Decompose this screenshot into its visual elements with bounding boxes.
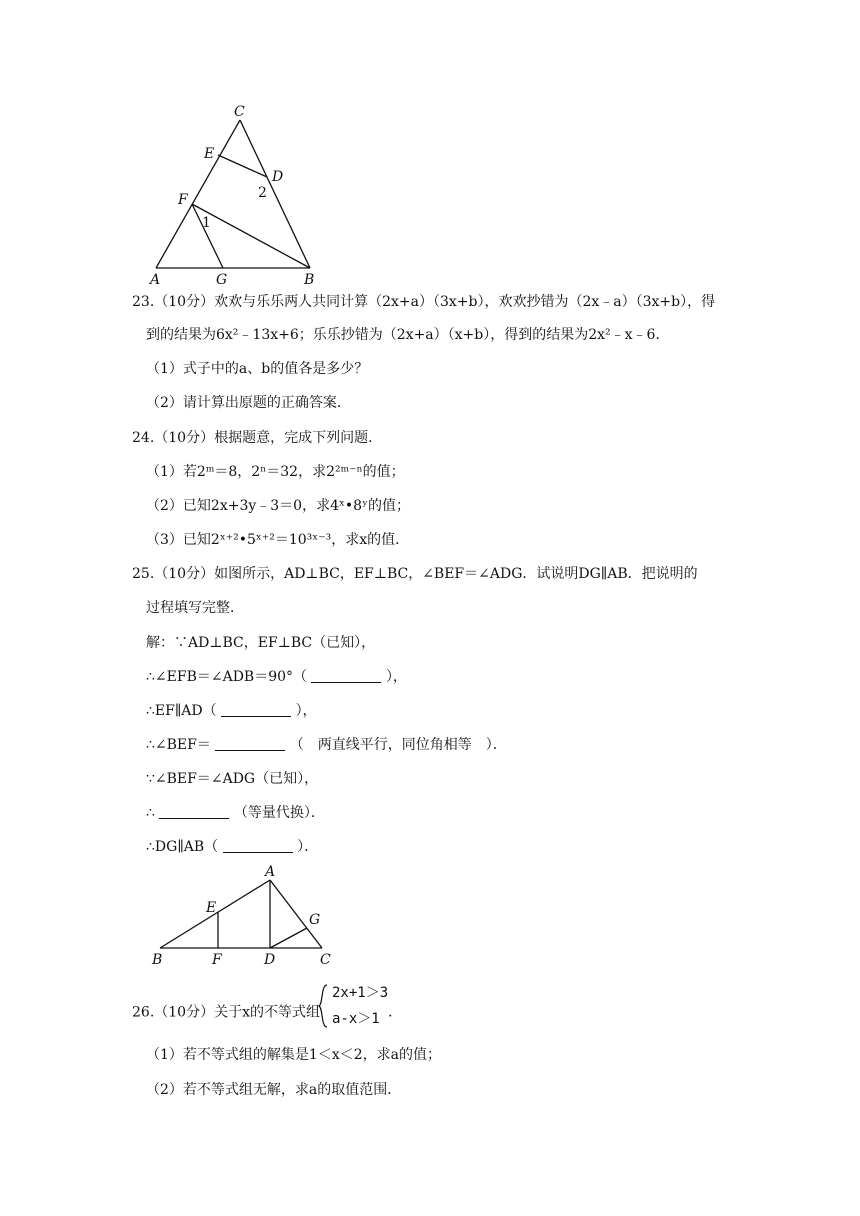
q25-step6-end: （等量代换）． (233, 805, 325, 821)
q25-step5: ∵∠BEF＝∠ADG（已知）， (146, 771, 319, 787)
q26-intro: 26.（10分）关于x的不等式组 (132, 1004, 320, 1021)
q26-sub1: （1）若不等式组的解集是1＜x＜2，求a的值； (146, 1047, 441, 1063)
label-a: A (265, 864, 276, 880)
q24-line1: 24.（10分）根据题意，完成下列问题． (132, 430, 383, 446)
label-d: D (272, 169, 284, 185)
figure-triangle-abc-2 (140, 860, 350, 970)
q25-step3 (146, 701, 317, 721)
inequality-row-1: 2x+1＞3 (331, 985, 389, 1001)
q25-line2: 过程填写完整． (146, 600, 244, 616)
q24-sub3: （3）已知2ˣ⁺²•5ˣ⁺²＝10³ˣ⁻³，求x的值． (146, 532, 410, 548)
q25-step6 (146, 803, 325, 823)
inequality-system (320, 980, 388, 1045)
answer-blank-5[interactable] (223, 838, 293, 853)
q25-step2-text: ∴∠EFB＝∠ADB＝90°（ (146, 669, 308, 685)
segment-dg (270, 928, 307, 948)
label-b: B (304, 272, 315, 288)
label-angle-2: 2 (258, 185, 267, 201)
label-c: C (320, 952, 331, 968)
answer-blank-3[interactable] (215, 736, 285, 751)
answer-blank-2[interactable] (221, 702, 291, 717)
q25-step3-text: ∴EF∥AD（ (146, 703, 217, 719)
label-f: F (178, 192, 188, 208)
left-brace-icon (318, 984, 328, 1028)
label-e: E (204, 146, 215, 162)
q25-step6-text: ∴ (146, 805, 155, 821)
q23-line1: 23.（10分）欢欢与乐乐两人共同计算（2x+a）（3x+b），欢欢抄错为（2x﹣a）（3x+b），得 (132, 294, 716, 310)
answer-blank-4[interactable] (159, 804, 229, 819)
q25-step3-end: ）， (295, 703, 317, 719)
q25-step7-text: ∴DG∥AB（ (146, 839, 219, 855)
q25-line1: 25.（10分）如图所示，AD⊥BC，EF⊥BC，∠BEF＝∠ADG．试说明DG∥AB．把说明的 (132, 566, 698, 582)
label-b: B (152, 952, 163, 968)
label-d: D (264, 952, 276, 968)
q24-sub1: （1）若2ᵐ＝8，2ⁿ＝32，求2²ᵐ⁻ⁿ的值； (146, 464, 405, 480)
q23-sub1: （1）式子中的a、b的值各是多少？ (146, 361, 369, 377)
inequality-row-2: a-x＞1 (331, 1011, 380, 1027)
segment-ed (218, 155, 267, 177)
label-g: G (309, 912, 321, 928)
label-a: A (150, 272, 161, 288)
q24-sub2: （2）已知2x+3y﹣3＝0，求4ˣ•8ʸ的值； (146, 498, 411, 514)
q25-step2 (146, 667, 407, 687)
q25-step7-end: ）． (297, 839, 319, 855)
edge-ac (156, 120, 240, 268)
figure-triangle-abc (140, 100, 340, 290)
label-angle-1: 1 (202, 215, 211, 231)
edge-bc (240, 120, 310, 268)
label-f: F (212, 952, 222, 968)
q23-line2: 到的结果为6x²﹣13x+6；乐乐抄错为（2x+a）（x+b），得到的结果为2x²﹣x﹣6． (146, 327, 670, 343)
q26-sub2: （2）若不等式组无解，求a的取值范围． (146, 1082, 402, 1098)
label-g: G (216, 272, 228, 288)
q25-step1: 解：∵AD⊥BC，EF⊥BC（已知）， (146, 635, 376, 651)
answer-blank-1[interactable] (311, 668, 381, 683)
q25-step4-text: ∴∠BEF＝ (146, 737, 211, 753)
q25-step2-end: ）， (385, 669, 407, 685)
label-c: C (234, 104, 245, 120)
label-e: E (206, 900, 217, 916)
segment-fb (192, 204, 310, 268)
q25-step4 (146, 735, 507, 755)
q25-step7 (146, 837, 318, 857)
q25-step4-end: （ 两直线平行，同位角相等 ）． (289, 737, 507, 753)
q26-line1 (132, 980, 402, 1045)
q23-sub2: （2）请计算出原题的正确答案． (146, 395, 351, 411)
segment-fg (192, 204, 223, 268)
q26-period: ． (388, 1004, 403, 1021)
